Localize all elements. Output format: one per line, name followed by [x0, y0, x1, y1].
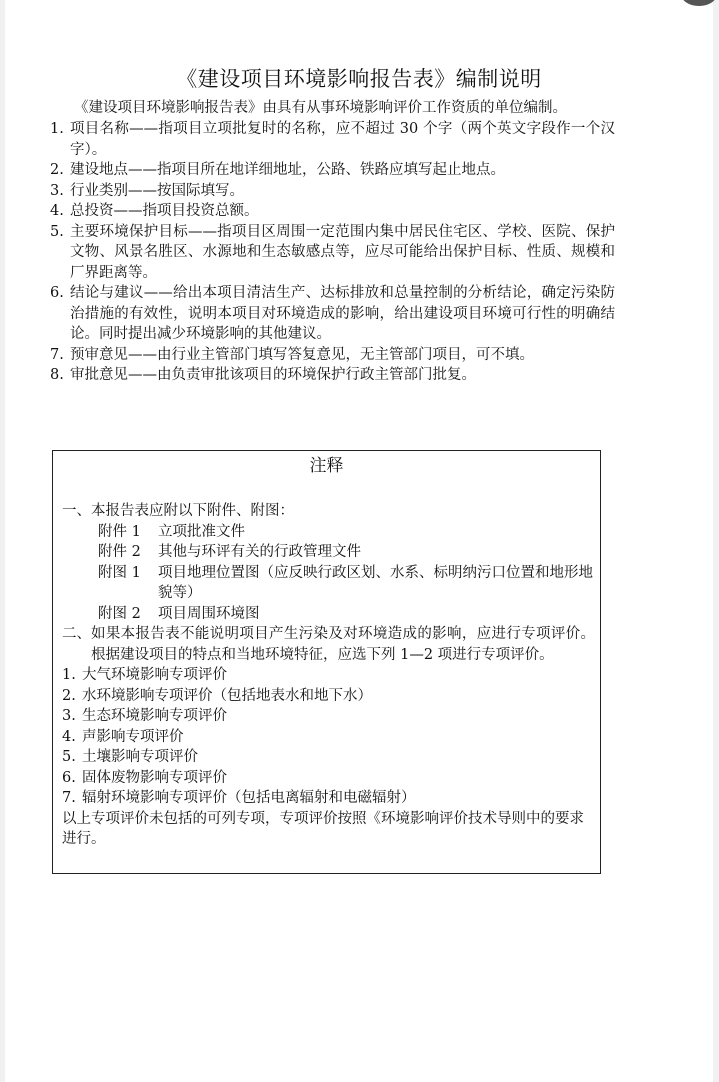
evaluation-text: 生态环境影响专项评价 — [82, 708, 227, 724]
evaluation-text: 土壤影响专项评价 — [82, 749, 198, 765]
evaluation-text: 大气环境影响专项评价 — [82, 667, 227, 683]
item-text: 主要环境保护目标——指项目区周围一定范围内集中居民住宅区、学校、医院、保护文物、风景名胜区、水源地和生态敏感点等，应尽可能给出保护目标、性质、规模和厂界距离等。 — [70, 223, 615, 281]
item-number: 7. — [50, 346, 64, 363]
evaluation-text: 水环境影响专项评价（包括地表水和地下水） — [82, 687, 372, 704]
evaluation-number: 6. — [62, 769, 76, 786]
notes-box — [52, 450, 601, 874]
notes-section-one — [62, 501, 595, 522]
evaluation-number: 2. — [62, 687, 76, 704]
item-text: 项目名称——指项目立项批复时的名称，应不超过 30 个字（两个英文字段作一个汉字）。 — [70, 121, 615, 158]
attachment-item — [62, 563, 595, 604]
evaluation-item — [62, 686, 595, 707]
item-number: 1. — [50, 121, 64, 137]
item-text: 结论与建议——给出本项目清洁生产、达标排放和总量控制的分析结论，确定污染防治措施的有效性，说明本项目对环境造成的影响，给出建设项目环境可行性的明确结论。同时提出减少环境影响的其他建议。 — [70, 285, 615, 342]
closing-text: 以上专项评价未包括的可列专项，专项评价按照《环境影响评价技术导则中的要求进行。 — [62, 810, 584, 847]
attachment-label: 附件 2 — [98, 544, 141, 560]
evaluation-number: 5. — [62, 749, 76, 765]
item-number: 5. — [50, 223, 64, 240]
document-page — [5, 0, 713, 1082]
list-item — [50, 181, 615, 202]
attachment-item — [62, 542, 595, 563]
evaluation-item — [62, 727, 595, 748]
item-text: 审批意见——由负责审批该项目的环境保护行政主管部门批复。 — [70, 367, 476, 383]
notes-title: 注释 — [309, 456, 344, 476]
item-number: 3. — [50, 182, 64, 199]
section-text: 如果本报告表不能说明项目产生污染及对环境造成的影响，应进行专项评价。根据建设项目的特点和当地环境特征，应选下列 1—2 项进行专项评价。 — [91, 626, 595, 663]
evaluation-item — [62, 747, 595, 768]
attachment-text: 立项批准文件 — [158, 523, 245, 540]
item-number: 6. — [50, 285, 64, 301]
attachment-item — [62, 522, 595, 543]
evaluation-number: 4. — [62, 728, 76, 745]
list-item — [50, 160, 615, 181]
item-text: 行业类别——按国际填写。 — [70, 182, 244, 199]
evaluation-number: 3. — [62, 708, 76, 724]
intro-paragraph: 《建设项目环境影响报告表》由具有从事环境影响评价工作资质的单位编制。 — [74, 100, 567, 116]
document-title: 《建设项目环境影响报告表》编制说明 — [176, 67, 542, 91]
section-mark: 二、 — [62, 626, 91, 642]
attachment-text: 项目周围环境图 — [158, 605, 260, 622]
attachment-label: 附图 2 — [98, 605, 141, 622]
section-mark: 一、 — [62, 503, 91, 519]
notes-body — [62, 501, 595, 850]
list-item — [50, 345, 615, 366]
section-text: 本报告表应附以下附件、附图： — [91, 503, 294, 519]
corner-button[interactable] — [681, 0, 717, 6]
evaluation-item — [62, 665, 595, 686]
list-item — [50, 222, 615, 284]
list-item — [50, 283, 615, 345]
attachment-item — [62, 604, 595, 625]
notes-section-two — [62, 624, 595, 665]
attachment-label: 附图 1 — [98, 564, 141, 581]
evaluation-item — [62, 788, 595, 809]
evaluation-item — [62, 768, 595, 789]
item-text: 总投资——指项目投资总额。 — [70, 203, 259, 219]
list-item — [50, 119, 615, 160]
evaluation-text: 声影响专项评价 — [82, 728, 184, 745]
item-number: 8. — [50, 367, 64, 383]
item-text: 预审意见——由行业主管部门填写答复意见，无主管部门项目，可不填。 — [70, 346, 534, 363]
evaluation-text: 固体废物影响专项评价 — [82, 769, 227, 786]
evaluation-text: 辐射环境影响专项评价（包括电离辐射和电磁辐射） — [82, 790, 416, 806]
list-item — [50, 365, 615, 386]
list-item — [50, 201, 615, 222]
instruction-list — [50, 119, 615, 386]
attachment-text: 项目地理位置图（应反映行政区划、水系、标明纳污口位置和地形地貌等） — [158, 564, 593, 601]
evaluation-number: 7. — [62, 790, 76, 806]
item-number: 4. — [50, 203, 64, 219]
attachment-label: 附件 1 — [98, 523, 141, 540]
item-text: 建设地点——指项目所在地详细地址，公路、铁路应填写起止地点。 — [70, 162, 505, 178]
evaluation-number: 1. — [62, 667, 76, 683]
evaluation-item — [62, 706, 595, 727]
item-number: 2. — [50, 162, 64, 178]
attachment-text: 其他与环评有关的行政管理文件 — [158, 544, 361, 560]
